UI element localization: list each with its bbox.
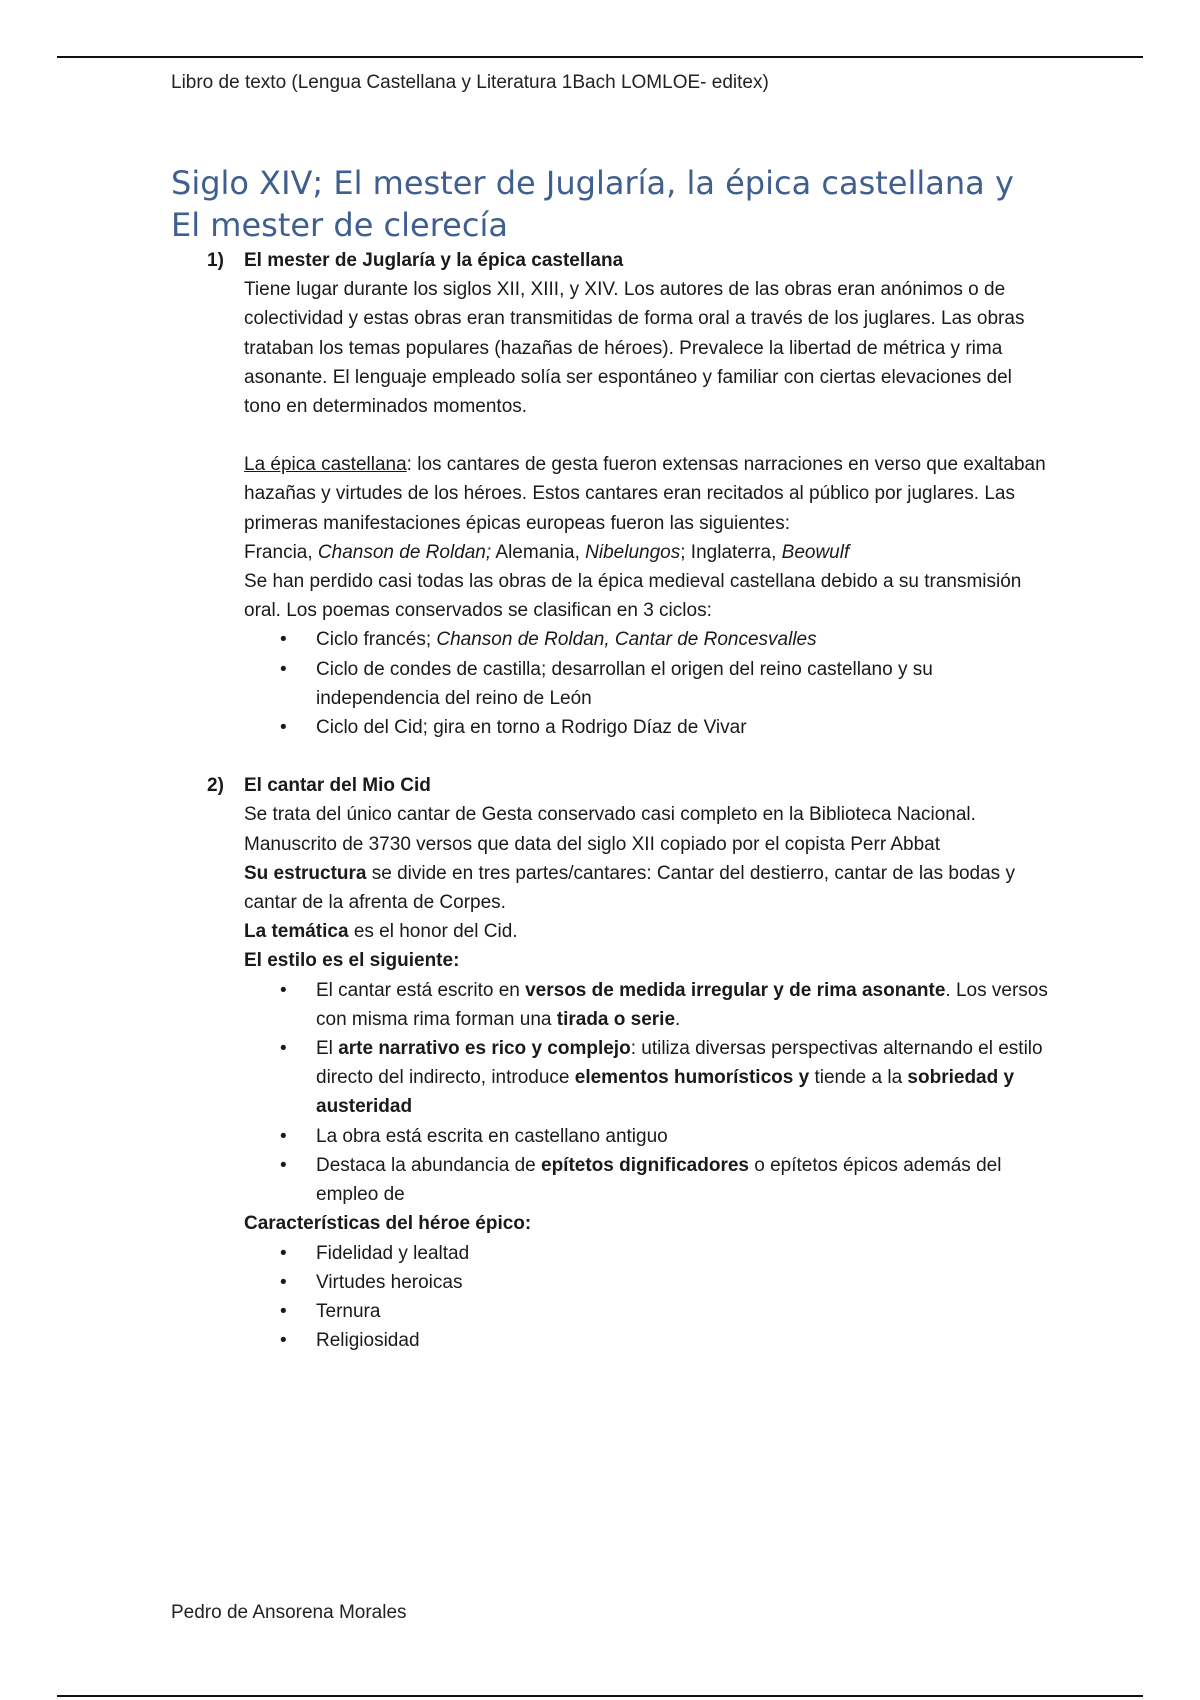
epica-paragraph: La épica castellana: los cantares de gesta fueron extensas narraciones en verso que exaltaban hazañas y virtudes de los héroes. Estos cantares eran recitados al público por juglares. Las primeras manifestaciones épicas europeas fueron las siguientes:: [244, 454, 1046, 534]
section-number: 1): [207, 250, 224, 271]
document-body: [171, 162, 1051, 1355]
epica-label: La épica castellana: [244, 454, 407, 476]
title-line-2: El mester de clerecía: [171, 206, 508, 244]
page-title: [171, 162, 1051, 246]
section-mester-juglaria: [171, 246, 1051, 742]
theme-paragraph: La temática es el honor del Cid.: [244, 921, 518, 943]
style-heading: El estilo es el siguiente:: [244, 950, 460, 972]
section-intro: Se trata del único cantar de Gesta conservado casi completo en la Biblioteca Nacional. Manuscrito de 3730 versos que data del siglo XII copiado por el copista Perr Abbat: [244, 804, 976, 855]
lost-works-paragraph: Se han perdido casi todas las obras de la épica medieval castellana debido a su transmisión oral. Los poemas conservados se clasifican en 3 ciclos:: [244, 571, 1022, 622]
list-item: • Religiosidad: [316, 1326, 1051, 1355]
list-item: • Ciclo del Cid; gira en torno a Rodrigo Díaz de Vivar: [316, 713, 1051, 742]
top-rule: [57, 56, 1143, 58]
title-line-1: Siglo XIV; El mester de Juglaría, la épica castellana y: [171, 164, 1014, 202]
list-item: • La obra está escrita en castellano antiguo: [316, 1122, 1051, 1151]
style-list: [244, 976, 1051, 1210]
manifestations-line: Francia, Chanson de Roldan; Alemania, Nibelungos; Inglaterra, Beowulf: [244, 541, 850, 563]
cycles-list: [244, 625, 1051, 742]
section-number: 2): [207, 775, 224, 797]
section-heading: El cantar del Mio Cid: [244, 775, 431, 797]
hero-heading: Características del héroe épico:: [244, 1213, 532, 1235]
hero-traits-list: [244, 1239, 1051, 1356]
list-item: • Fidelidad y lealtad: [316, 1239, 1051, 1268]
list-item: • Ternura: [316, 1297, 1051, 1326]
section-heading: El mester de Juglaría y la épica castellana: [244, 250, 624, 271]
bottom-rule: [57, 1695, 1143, 1697]
structure-paragraph: Su estructura se divide en tres partes/cantares: Cantar del destierro, cantar de las bodas y cantar de la afrenta de Corpes.: [244, 862, 1015, 914]
page-header: Libro de texto (Lengua Castellana y Literatura 1Bach LOMLOE- editex): [171, 72, 769, 93]
list-item: • El arte narrativo es rico y complejo: utiliza diversas perspectivas alternando el estilo directo del indirecto, introduce elementos humorísticos y tiende a la sobriedad y austeridad: [316, 1034, 1051, 1122]
page-footer: Pedro de Ansorena Morales: [171, 1602, 407, 1623]
section-intro: Tiene lugar durante los siglos XII, XIII, y XIV. Los autores de las obras eran anónimos o de colectividad y estas obras eran transmitidas de forma oral a través de los juglares. Las obras trataban los temas populares (hazañas de héroes). Prevalece la libertad de métrica y rima asonante. El lenguaje empleado solía ser espontáneo y familiar con ciertas elevaciones del tono en determinados momentos.: [244, 279, 1025, 418]
list-item: • Virtudes heroicas: [316, 1268, 1051, 1297]
list-item: • Ciclo de condes de castilla; desarrollan el origen del reino castellano y su independencia del reino de León: [316, 655, 1051, 713]
section-mio-cid: [171, 771, 1051, 1355]
list-item: • Destaca la abundancia de epítetos dignificadores o epítetos épicos además del empleo de: [316, 1151, 1051, 1209]
list-item: • El cantar está escrito en versos de medida irregular y de rima asonante. Los versos con misma rima forman una tirada o serie.: [316, 976, 1051, 1034]
list-item: • Ciclo francés; Chanson de Roldan, Cantar de Roncesvalles: [316, 625, 1051, 654]
